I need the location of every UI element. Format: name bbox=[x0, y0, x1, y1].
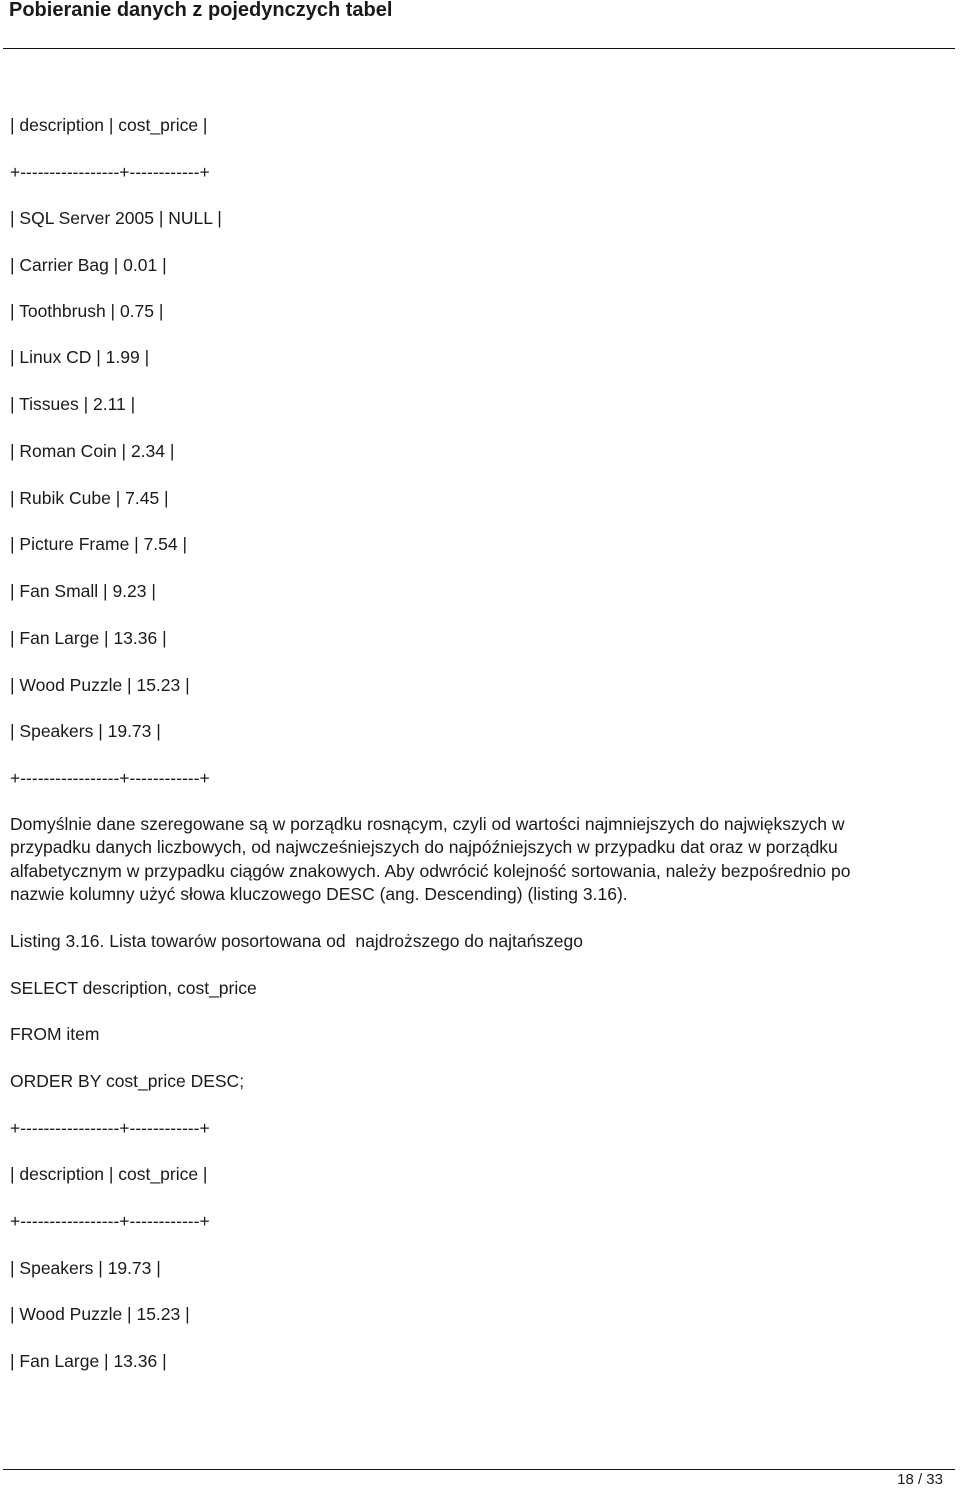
table-row: | Carrier Bag | 0.01 | bbox=[10, 255, 167, 275]
body-paragraph bbox=[10, 813, 930, 907]
document-title: Pobieranie danych z pojedynczych tabel bbox=[9, 0, 393, 21]
table-row: | Wood Puzzle | 15.23 | bbox=[10, 1304, 190, 1324]
table-row: | SQL Server 2005 | NULL | bbox=[10, 208, 222, 228]
table-row: | Fan Large | 13.36 | bbox=[10, 628, 167, 648]
table-border-line: +-----------------+------------+ bbox=[10, 768, 210, 788]
table-row: | Toothbrush | 0.75 | bbox=[10, 301, 164, 321]
page-number: 18 / 33 bbox=[897, 1471, 943, 1488]
table-header-row: | description | cost_price | bbox=[10, 115, 208, 135]
listing-caption: Listing 3.16. Lista towarów posortowana od najdroższego do najtańszego bbox=[10, 931, 584, 951]
table-border-line: +-----------------+------------+ bbox=[10, 162, 210, 182]
table-border-line: +-----------------+------------+ bbox=[10, 1118, 210, 1138]
table-row: | Fan Small | 9.23 | bbox=[10, 581, 156, 601]
table-row: | Linux CD | 1.99 | bbox=[10, 347, 150, 367]
table-row: | Speakers | 19.73 | bbox=[10, 1258, 161, 1278]
sql-line: FROM item bbox=[10, 1024, 100, 1044]
footer-divider bbox=[3, 1469, 955, 1470]
table-row: | Picture Frame | 7.54 | bbox=[10, 534, 188, 554]
table-border-line: +-----------------+------------+ bbox=[10, 1211, 210, 1231]
table-header-row: | description | cost_price | bbox=[10, 1164, 208, 1184]
paragraph-line: alfabetycznym w przypadku ciągów znakowych. Aby odwrócić kolejność sortowania, należy bezpośrednio po bbox=[10, 860, 851, 881]
table-row: | Wood Puzzle | 15.23 | bbox=[10, 675, 190, 695]
sql-line: SELECT description, cost_price bbox=[10, 978, 257, 998]
paragraph-line: nazwie kolumny użyć słowa kluczowego DESC (ang. Descending) (listing 3.16). bbox=[10, 884, 628, 905]
table-row: | Speakers | 19.73 | bbox=[10, 721, 161, 741]
table-row: | Tissues | 2.11 | bbox=[10, 394, 136, 414]
sql-line: ORDER BY cost_price DESC; bbox=[10, 1071, 245, 1091]
paragraph-line: Domyślnie dane szeregowane są w porządku rosnącym, czyli od wartości najmniejszych do największych w bbox=[10, 814, 845, 834]
table-row: | Roman Coin | 2.34 | bbox=[10, 441, 175, 461]
header-divider bbox=[3, 48, 955, 49]
paragraph-line: przypadku danych liczbowych, od najwcześniejszych do najpóźniejszych w przypadku dat oraz w porządku bbox=[10, 837, 838, 858]
table-row: | Rubik Cube | 7.45 | bbox=[10, 488, 169, 508]
table-row: | Fan Large | 13.36 | bbox=[10, 1351, 167, 1371]
